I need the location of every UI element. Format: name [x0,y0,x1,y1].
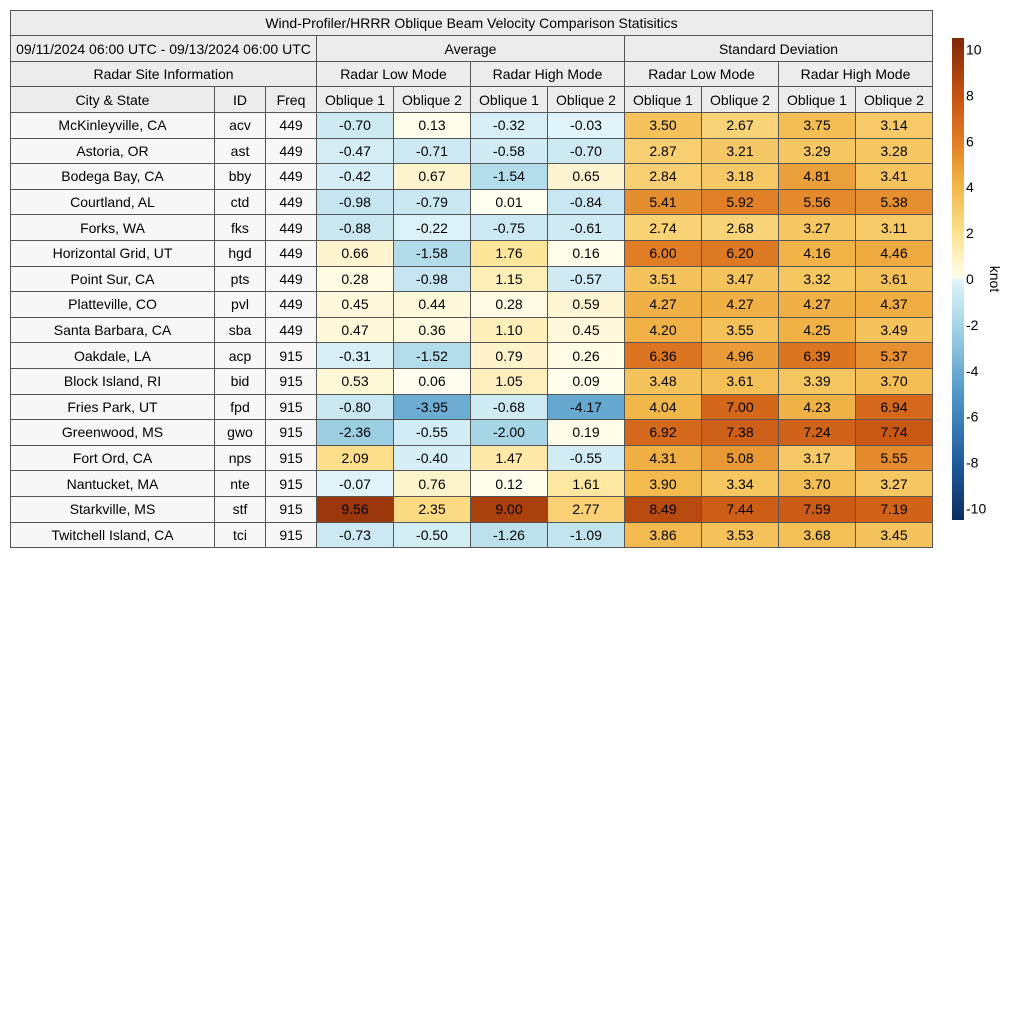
city-cell: Bodega Bay, CA [11,164,215,190]
value-cell: -2.36 [317,420,394,446]
freq-cell: 449 [266,266,317,292]
mode-header: Radar Low Mode [317,62,471,87]
value-cell: -1.09 [548,522,625,548]
city-cell: Block Island, RI [11,368,215,394]
table-row [11,292,933,318]
value-cell: 0.79 [471,343,548,369]
value-cell: 3.11 [856,215,933,241]
value-cell: 0.47 [317,317,394,343]
colorbar-tick-label: -2 [966,316,979,333]
city-cell: Santa Barbara, CA [11,317,215,343]
id-cell: sba [215,317,266,343]
city-cell: McKinleyville, CA [11,113,215,139]
table-row [11,343,933,369]
value-cell: 4.96 [702,343,779,369]
colorbar-tick-label: -8 [966,454,979,471]
value-cell: 4.27 [779,292,856,318]
freq-cell: 915 [266,343,317,369]
value-cell: 3.50 [625,113,702,139]
value-cell: 1.61 [548,471,625,497]
value-cell: 1.47 [471,445,548,471]
value-cell: 4.27 [625,292,702,318]
value-cell: 0.01 [471,189,548,215]
table-row [11,368,933,394]
value-cell: 3.32 [779,266,856,292]
value-cell: -0.73 [317,522,394,548]
value-cell: 0.59 [548,292,625,318]
value-cell: 3.21 [702,138,779,164]
value-cell: 0.12 [471,471,548,497]
city-cell: Oakdale, LA [11,343,215,369]
colorbar-tick-label: 8 [966,87,974,104]
value-cell: 7.38 [702,420,779,446]
colorbar-gradient [952,38,964,520]
freq-cell: 449 [266,113,317,139]
value-cell: 3.53 [702,522,779,548]
value-cell: 3.51 [625,266,702,292]
freq-cell: 449 [266,215,317,241]
column-header: Oblique 1 [317,87,394,113]
value-cell: -0.58 [471,138,548,164]
value-cell: 0.66 [317,240,394,266]
table-row [11,522,933,548]
site-info-header: Radar Site Information [11,62,317,87]
id-cell: acv [215,113,266,139]
value-cell: 3.18 [702,164,779,190]
value-cell: -0.98 [317,189,394,215]
average-header: Average [317,36,625,62]
freq-cell: 915 [266,496,317,522]
value-cell: 4.31 [625,445,702,471]
value-cell: 6.00 [625,240,702,266]
value-cell: -0.50 [394,522,471,548]
value-cell: 4.16 [779,240,856,266]
value-cell: 7.19 [856,496,933,522]
table-row [11,420,933,446]
city-cell: Forks, WA [11,215,215,241]
column-header: ID [215,87,266,113]
value-cell: 2.84 [625,164,702,190]
value-cell: 0.09 [548,368,625,394]
value-cell: 3.29 [779,138,856,164]
value-cell: -0.75 [471,215,548,241]
column-header: Oblique 1 [779,87,856,113]
freq-cell: 915 [266,471,317,497]
value-cell: -0.55 [548,445,625,471]
table-row [11,113,933,139]
value-cell: 3.47 [702,266,779,292]
colorbar [946,28,1016,522]
mode-header: Radar High Mode [779,62,933,87]
id-cell: ast [215,138,266,164]
id-cell: bid [215,368,266,394]
column-header: Oblique 1 [625,87,702,113]
value-cell: 4.25 [779,317,856,343]
value-cell: 2.68 [702,215,779,241]
city-cell: Fries Park, UT [11,394,215,420]
value-cell: 3.48 [625,368,702,394]
value-cell: 4.23 [779,394,856,420]
city-cell: Twitchell Island, CA [11,522,215,548]
value-cell: 7.00 [702,394,779,420]
column-header: Oblique 1 [471,87,548,113]
mode-header: Radar High Mode [471,62,625,87]
value-cell: 2.87 [625,138,702,164]
city-cell: Nantucket, MA [11,471,215,497]
value-cell: 3.34 [702,471,779,497]
value-cell: 9.56 [317,496,394,522]
freq-cell: 449 [266,164,317,190]
freq-cell: 915 [266,394,317,420]
value-cell: 6.92 [625,420,702,446]
city-cell: Platteville, CO [11,292,215,318]
column-header: Oblique 2 [702,87,779,113]
value-cell: 6.94 [856,394,933,420]
value-cell: 3.90 [625,471,702,497]
value-cell: 0.26 [548,343,625,369]
value-cell: 3.61 [856,266,933,292]
table-row [11,471,933,497]
value-cell: 0.44 [394,292,471,318]
std-header: Standard Deviation [625,36,933,62]
value-cell: -1.52 [394,343,471,369]
id-cell: bby [215,164,266,190]
value-cell: 0.06 [394,368,471,394]
city-cell: Astoria, OR [11,138,215,164]
value-cell: 3.68 [779,522,856,548]
table-row [11,138,933,164]
value-cell: 0.19 [548,420,625,446]
freq-cell: 915 [266,368,317,394]
value-cell: 4.46 [856,240,933,266]
date-range: 09/11/2024 06:00 UTC - 09/13/2024 06:00 UTC [11,36,317,62]
city-cell: Point Sur, CA [11,266,215,292]
value-cell: 2.77 [548,496,625,522]
colorbar-tick-label: 10 [966,41,982,58]
id-cell: hgd [215,240,266,266]
city-cell: Horizontal Grid, UT [11,240,215,266]
city-cell: Starkville, MS [11,496,215,522]
value-cell: -0.47 [317,138,394,164]
value-cell: -1.26 [471,522,548,548]
value-cell: -0.88 [317,215,394,241]
city-cell: Courtland, AL [11,189,215,215]
freq-cell: 449 [266,240,317,266]
value-cell: 7.24 [779,420,856,446]
mode-header: Radar Low Mode [625,62,779,87]
freq-cell: 915 [266,420,317,446]
value-cell: 3.27 [779,215,856,241]
column-header: City & State [11,87,215,113]
value-cell: -0.31 [317,343,394,369]
id-cell: pvl [215,292,266,318]
value-cell: 3.55 [702,317,779,343]
colorbar-tick-label: -4 [966,362,979,379]
value-cell: 9.00 [471,496,548,522]
value-cell: -0.40 [394,445,471,471]
value-cell: 3.49 [856,317,933,343]
column-header: Oblique 2 [394,87,471,113]
colorbar-tick-label: 4 [966,179,974,196]
value-cell: 7.74 [856,420,933,446]
value-cell: 5.55 [856,445,933,471]
table-row [11,266,933,292]
id-cell: tci [215,522,266,548]
colorbar-tick-label: 2 [966,225,974,242]
value-cell: 0.45 [548,317,625,343]
column-header: Oblique 2 [548,87,625,113]
id-cell: nte [215,471,266,497]
value-cell: 3.86 [625,522,702,548]
value-cell: -0.55 [394,420,471,446]
id-cell: ctd [215,189,266,215]
value-cell: 8.49 [625,496,702,522]
value-cell: 7.59 [779,496,856,522]
value-cell: -0.22 [394,215,471,241]
value-cell: 2.67 [702,113,779,139]
value-cell: 3.61 [702,368,779,394]
id-cell: fks [215,215,266,241]
comparison-table [10,10,933,548]
table-row [11,189,933,215]
value-cell: -0.32 [471,113,548,139]
value-cell: -2.00 [471,420,548,446]
value-cell: -0.70 [548,138,625,164]
id-cell: gwo [215,420,266,446]
freq-cell: 449 [266,317,317,343]
table-row [11,394,933,420]
colorbar-tick-label: -6 [966,408,979,425]
value-cell: 2.09 [317,445,394,471]
value-cell: 0.76 [394,471,471,497]
id-cell: nps [215,445,266,471]
value-cell: 3.70 [856,368,933,394]
value-cell: -0.61 [548,215,625,241]
value-cell: -0.70 [317,113,394,139]
colorbar-tick-label: -10 [966,500,987,517]
value-cell: 3.70 [779,471,856,497]
value-cell: 5.92 [702,189,779,215]
value-cell: 0.16 [548,240,625,266]
value-cell: -0.57 [548,266,625,292]
value-cell: -3.95 [394,394,471,420]
value-cell: 1.10 [471,317,548,343]
table-row [11,445,933,471]
value-cell: -0.68 [471,394,548,420]
value-cell: 2.35 [394,496,471,522]
city-cell: Greenwood, MS [11,420,215,446]
value-cell: 7.44 [702,496,779,522]
city-cell: Fort Ord, CA [11,445,215,471]
value-cell: 4.37 [856,292,933,318]
freq-cell: 915 [266,522,317,548]
colorbar-tick-label: 6 [966,133,974,150]
colorbar-label: knot [987,265,1003,293]
value-cell: 6.39 [779,343,856,369]
value-cell: 0.36 [394,317,471,343]
value-cell: 0.28 [317,266,394,292]
value-cell: 5.38 [856,189,933,215]
value-cell: -0.71 [394,138,471,164]
value-cell: 0.65 [548,164,625,190]
value-cell: -1.54 [471,164,548,190]
value-cell: -0.84 [548,189,625,215]
value-cell: 4.20 [625,317,702,343]
value-cell: 5.41 [625,189,702,215]
id-cell: acp [215,343,266,369]
value-cell: 0.28 [471,292,548,318]
table-title: Wind-Profiler/HRRR Oblique Beam Velocity Comparison Statisitics [11,11,933,36]
value-cell: -0.79 [394,189,471,215]
value-cell: 0.53 [317,368,394,394]
value-cell: 3.17 [779,445,856,471]
id-cell: stf [215,496,266,522]
value-cell: 5.08 [702,445,779,471]
value-cell: 4.04 [625,394,702,420]
value-cell: -4.17 [548,394,625,420]
value-cell: 6.36 [625,343,702,369]
value-cell: 2.74 [625,215,702,241]
table-row [11,240,933,266]
value-cell: 0.67 [394,164,471,190]
value-cell: 3.27 [856,471,933,497]
value-cell: 3.75 [779,113,856,139]
value-cell: 1.15 [471,266,548,292]
id-cell: pts [215,266,266,292]
table-row [11,317,933,343]
value-cell: 5.37 [856,343,933,369]
value-cell: 4.81 [779,164,856,190]
value-cell: -0.80 [317,394,394,420]
column-header: Oblique 2 [856,87,933,113]
value-cell: 0.45 [317,292,394,318]
freq-cell: 449 [266,189,317,215]
value-cell: -0.03 [548,113,625,139]
value-cell: 3.41 [856,164,933,190]
column-header: Freq [266,87,317,113]
colorbar-tick-label: 0 [966,271,974,287]
value-cell: 4.27 [702,292,779,318]
value-cell: -1.58 [394,240,471,266]
value-cell: 0.13 [394,113,471,139]
freq-cell: 449 [266,292,317,318]
value-cell: 1.05 [471,368,548,394]
value-cell: 3.45 [856,522,933,548]
value-cell: 3.28 [856,138,933,164]
value-cell: -0.98 [394,266,471,292]
id-cell: fpd [215,394,266,420]
value-cell: -0.42 [317,164,394,190]
freq-cell: 449 [266,138,317,164]
value-cell: 5.56 [779,189,856,215]
table-row [11,164,933,190]
value-cell: -0.07 [317,471,394,497]
table-row [11,496,933,522]
value-cell: 1.76 [471,240,548,266]
table-row [11,215,933,241]
value-cell: 3.39 [779,368,856,394]
freq-cell: 915 [266,445,317,471]
value-cell: 3.14 [856,113,933,139]
value-cell: 6.20 [702,240,779,266]
